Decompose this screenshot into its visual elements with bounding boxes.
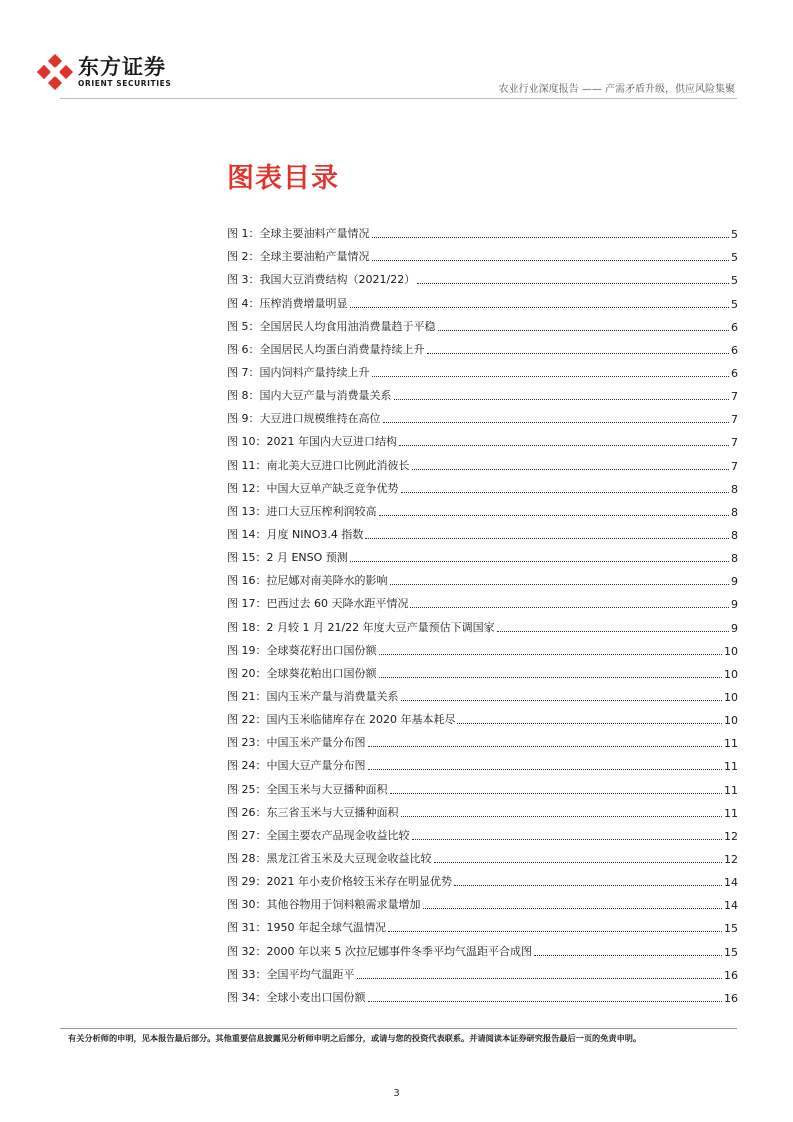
- toc-leader-dots: [401, 492, 730, 493]
- toc-entry-label: 图 34：全球小麦出口国份额: [227, 990, 366, 1004]
- toc-leader-dots: [412, 469, 730, 470]
- toc-entry-page: 8: [731, 552, 738, 566]
- toc-leader-dots: [372, 376, 730, 377]
- toc-leader-dots: [390, 584, 730, 585]
- toc-entry-page: 6: [731, 320, 738, 334]
- toc-entry[interactable]: [227, 403, 738, 426]
- toc-entry[interactable]: [227, 727, 738, 750]
- toc-entry[interactable]: [227, 287, 738, 310]
- toc-entry[interactable]: [227, 681, 738, 704]
- toc-leader-dots: [399, 445, 729, 446]
- toc-entry-page: 15: [724, 922, 738, 936]
- toc-entry[interactable]: [227, 565, 738, 588]
- toc-entry[interactable]: [227, 658, 738, 681]
- toc-entry-page: 16: [724, 991, 738, 1005]
- toc-entry[interactable]: [227, 449, 738, 472]
- page-number: 3: [393, 1088, 400, 1099]
- toc-entry-page: 5: [731, 274, 738, 288]
- toc-entry-label: 图 25：全国玉米与大豆播种面积: [227, 782, 388, 796]
- toc-entry-label: 图 31：1950 年起全球气温情况: [227, 921, 386, 935]
- toc-entry-label: 图 6：全国居民人均蛋白消费量持续上升: [227, 342, 425, 356]
- company-logo: [36, 52, 171, 92]
- toc-leader-dots: [390, 793, 723, 794]
- footer-divider: [60, 1028, 737, 1029]
- toc-entry[interactable]: [227, 264, 738, 287]
- toc-entry-page: 11: [724, 760, 738, 774]
- toc-leader-dots: [350, 307, 730, 308]
- toc-entry[interactable]: [227, 959, 738, 982]
- toc-entry[interactable]: [227, 519, 738, 542]
- toc-entry[interactable]: [227, 311, 738, 334]
- toc-entry-page: 8: [731, 505, 738, 519]
- toc-leader-dots: [379, 515, 730, 516]
- toc-entry-label: 图 11：南北美大豆进口比例此消彼长: [227, 458, 410, 472]
- logo-chinese-name: 东方证券: [78, 55, 166, 79]
- toc-leader-dots: [388, 931, 722, 932]
- toc-entry-page: 10: [724, 667, 738, 681]
- toc-entry-label: 图 10：2021 年国内大豆进口结构: [227, 435, 397, 449]
- toc-entry-label: 图 22：国内玉米临储库存在 2020 年基本耗尽: [227, 713, 456, 727]
- toc-entry[interactable]: [227, 635, 738, 658]
- toc-entry-label: 图 21：国内玉米产量与消费量关系: [227, 689, 399, 703]
- toc-entry-page: 12: [724, 829, 738, 843]
- header-divider: [60, 98, 737, 99]
- toc-entry[interactable]: [227, 750, 738, 773]
- toc-entry[interactable]: [227, 380, 738, 403]
- toc-entry-label: 图 27：全国主要农产品现金收益比较: [227, 828, 410, 842]
- toc-entry-label: 图 16：拉尼娜对南美降水的影响: [227, 574, 388, 588]
- toc-entry[interactable]: [227, 935, 738, 958]
- toc-entry[interactable]: [227, 773, 738, 796]
- toc-leader-dots: [368, 1001, 723, 1002]
- report-subtitle: 农业行业深度报告 —— 产需矛盾升级，供应风险集聚: [498, 84, 735, 95]
- toc-leader-dots: [394, 399, 730, 400]
- toc-entry-page: 12: [724, 852, 738, 866]
- toc-leader-dots: [383, 422, 730, 423]
- toc-entry-page: 15: [724, 945, 738, 959]
- toc-leader-dots: [534, 955, 722, 956]
- toc-entry-label: 图 4：压榨消费增量明显: [227, 296, 348, 310]
- toc-entry-label: 图 26：东三省玉米与大豆播种面积: [227, 805, 399, 819]
- toc-leader-dots: [357, 978, 723, 979]
- toc-entry-page: 9: [731, 621, 738, 635]
- toc-entry-label: 图 8：国内大豆产量与消费量关系: [227, 389, 392, 403]
- toc-entry-label: 图 33：全国平均气温距平: [227, 967, 355, 981]
- toc-entry-page: 5: [731, 251, 738, 265]
- toc-entry-label: 图 1：全球主要油料产量情况: [227, 227, 370, 241]
- toc-leader-dots: [434, 862, 723, 863]
- toc-entry-label: 图 29：2021 年小麦价格较玉米存在明显优势: [227, 875, 452, 889]
- toc-entry-page: 8: [731, 528, 738, 542]
- toc-entry[interactable]: [227, 334, 738, 357]
- toc-leader-dots: [417, 283, 729, 284]
- toc-leader-dots: [427, 353, 730, 354]
- toc-entry-label: 图 2：全球主要油粕产量情况: [227, 250, 370, 264]
- disclaimer-note: 有关分析师的申明，见本报告最后部分。其他重要信息披露见分析师申明之后部分，或请与您的投资代表联系。并请阅读本证券研究报告最后一页的免责申明。: [68, 1033, 642, 1043]
- toc-entry-label: 图 7：国内饲料产量持续上升: [227, 365, 370, 379]
- toc-entry-page: 14: [724, 876, 738, 890]
- toc-entry-label: 图 23：中国玉米产量分布图: [227, 736, 366, 750]
- toc-leader-dots: [372, 237, 730, 238]
- toc-entry[interactable]: [227, 357, 738, 380]
- toc-entry-label: 图 15：2 月 ENSO 预测: [227, 551, 348, 565]
- toc-leader-dots: [410, 607, 729, 608]
- toc-entry-label: 图 32：2000 年以来 5 次拉尼娜事件冬季平均气温距平合成图: [227, 944, 532, 958]
- toc-entry-label: 图 19：全球葵花籽出口国份额: [227, 643, 377, 657]
- toc-entry[interactable]: [227, 588, 738, 611]
- toc-entry[interactable]: [227, 820, 738, 843]
- toc-entry-page: 14: [724, 899, 738, 913]
- toc-entry[interactable]: [227, 241, 738, 264]
- toc-entry-page: 5: [731, 228, 738, 242]
- toc-entry[interactable]: [227, 889, 738, 912]
- toc-entry-label: 图 14：月度 NINO3.4 指数: [227, 527, 364, 541]
- toc-entry-page: 6: [731, 366, 738, 380]
- toc-leader-dots: [372, 260, 730, 261]
- toc-leader-dots: [368, 769, 723, 770]
- toc-entry[interactable]: [227, 797, 738, 820]
- toc-entry-page: 7: [731, 459, 738, 473]
- toc-entry-page: 7: [731, 436, 738, 450]
- toc-entry[interactable]: [227, 473, 738, 496]
- toc-entry-label: 图 20：全球葵花粕出口国份额: [227, 666, 377, 680]
- toc-entry-page: 5: [731, 297, 738, 311]
- toc-entry-label: 图 18：2 月较 1 月 21/22 年度大豆产量预估下调国家: [227, 620, 495, 634]
- toc-entry[interactable]: [227, 611, 738, 634]
- toc-leader-dots: [438, 330, 730, 331]
- toc-entry[interactable]: [227, 426, 738, 449]
- toc-entry[interactable]: [227, 912, 738, 935]
- table-of-figures: [227, 218, 738, 1005]
- toc-leader-dots: [350, 561, 729, 562]
- toc-leader-dots: [454, 885, 722, 886]
- toc-entry-page: 6: [731, 343, 738, 357]
- toc-entry-page: 16: [724, 968, 738, 982]
- toc-entry-page: 11: [724, 737, 738, 751]
- toc-entry[interactable]: [227, 496, 738, 519]
- toc-leader-dots: [423, 908, 723, 909]
- toc-entry-label: 图 17：巴西过去 60 天降水距平情况: [227, 597, 409, 611]
- toc-entry-label: 图 28：黑龙江省玉米及大豆现金收益比较: [227, 851, 432, 865]
- toc-leader-dots: [379, 654, 723, 655]
- toc-entry[interactable]: [227, 218, 738, 241]
- toc-entry-label: 图 9：大豆进口规模维持在高位: [227, 412, 381, 426]
- toc-entry-page: 11: [724, 783, 738, 797]
- toc-entry-label: 图 12：中国大豆单产缺乏竞争优势: [227, 481, 399, 495]
- toc-entry[interactable]: [227, 866, 738, 889]
- toc-entry-label: 图 30：其他谷物用于饲料粮需求量增加: [227, 898, 421, 912]
- toc-entry-page: 7: [731, 390, 738, 404]
- toc-entry-label: 图 5：全国居民人均食用油消费量趋于平稳: [227, 319, 436, 333]
- toc-entry-page: 10: [724, 714, 738, 728]
- toc-leader-dots: [368, 746, 723, 747]
- toc-leader-dots: [379, 677, 723, 678]
- toc-entry-page: 7: [731, 413, 738, 427]
- toc-entry-page: 9: [731, 598, 738, 612]
- toc-entry-page: 8: [731, 482, 738, 496]
- toc-entry-page: 9: [731, 575, 738, 589]
- toc-leader-dots: [497, 631, 729, 632]
- toc-leader-dots: [412, 839, 723, 840]
- orient-logo-icon: [36, 54, 74, 90]
- page-title: 图表目录: [227, 163, 339, 194]
- toc-leader-dots: [365, 538, 729, 539]
- toc-entry-label: 图 13：进口大豆压榨利润较高: [227, 504, 377, 518]
- toc-entry-page: 10: [724, 690, 738, 704]
- toc-entry[interactable]: [227, 982, 738, 1005]
- toc-entry-page: 10: [724, 644, 738, 658]
- toc-entry-label: 图 24：中国大豆产量分布图: [227, 759, 366, 773]
- toc-entry-page: 11: [724, 806, 738, 820]
- toc-leader-dots: [401, 700, 723, 701]
- toc-leader-dots: [457, 723, 722, 724]
- toc-entry[interactable]: [227, 704, 738, 727]
- toc-entry[interactable]: [227, 542, 738, 565]
- toc-leader-dots: [401, 816, 723, 817]
- logo-english-name: ORIENT SECURITIES: [78, 79, 172, 88]
- toc-entry[interactable]: [227, 843, 738, 866]
- toc-entry-label: 图 3：我国大豆消费结构（2021/22）: [227, 273, 416, 287]
